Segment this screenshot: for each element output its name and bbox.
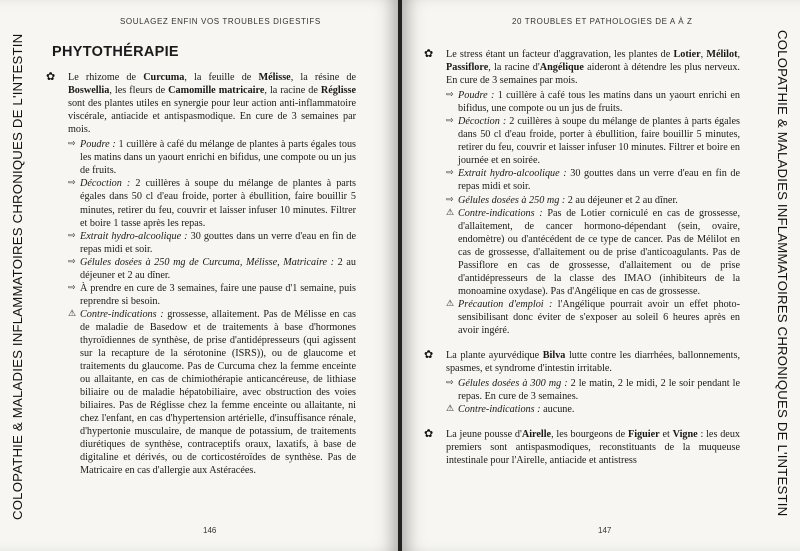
bilva-paragraph: ✿ La plante ayurvédique Bilva lutte contre les diarrhées, ballonnements, spasmes, et syndrome d'intestin irritable.: [424, 348, 740, 375]
list-item: ⇨ À prendre en cure de 3 semaines, faire une pause d'1 semaine, puis reprendre si besoin.: [68, 282, 356, 307]
running-head: 20 TROUBLES ET PATHOLOGIES DE A À Z: [512, 17, 693, 26]
flower-bullet-icon: ✿: [46, 70, 56, 84]
list-item: ⚠ Contre-indications : aucune.: [446, 404, 575, 416]
list-item: ⚠ Contre-indications : Pas de Lotier corniculé en cas de grossesse, d'allaitement, de cancer hormono-dépendant (sein, ovaire, endomètre) ou d'antécédent de ce type de cancer. Pas de Mélilot en cas de grossesse, d'allaitement ou de prise d'anticoagulants. Pas de Passiflore en cas de grossesse, d'allaitement ou de prise d'antidépresseurs de la classe des IMAO (inhibiteurs de la monoamine oxydase). Pas d'Angélique en cas de grossesse.: [446, 207, 740, 297]
arrow-right-icon: ⇨: [68, 178, 76, 189]
arrow-right-icon: ⇨: [68, 256, 76, 267]
arrow-right-icon: ⇨: [68, 282, 76, 293]
flower-bullet-icon: ✿: [424, 427, 434, 441]
list-item: ⇨ Gélules dosées à 250 mg de Curcuma, Mélisse, Matricaire : 2 au déjeuner et 2 au dîner.: [68, 256, 356, 281]
left-page: [0, 0, 398, 551]
list-item: ⇨ Poudre : 1 cuillère à café du mélange de plantes à parts égales tous les matins dans un yaourt enrichi en bifidus, une compote ou un jus de fruits.: [68, 139, 356, 177]
list-item: ⚠ Contre-indications : grossesse, allaitement. Pas de Mélisse en cas de maladie de Basedow et de traitements à base d'hormones thyroïdiennes de synthèse, de prise d'antidépresseurs (qui agissent sur la recapture de la sérotonine (ISRS)), ou de glaucome et traitements du glaucome. Pas de Curcuma chez la femme enceinte ou allaitante, en cas de chimiothérapie anticancéreuse, de lithiase biliaire ou de maladie hépatobiliaire, avec obstruction des voies biliaires. Pas de Réglisse chez la femme enceinte ou allaitante, ni chez l'enfant, en cas d'hypertension artérielle, d'insuffisance rénale, d'hypertonie musculaire, de manque de potassium, de traitements diurétiques de synthèse, contraceptifs oraux, laxatifs, à base de digitaline et dérivés, ou de corticostéroïdes de synthèse. Pas de Matricaire en cas d'allergie aux Astéracées.: [68, 308, 356, 477]
flower-bullet-icon: ✿: [424, 47, 434, 60]
page-content: [46, 44, 356, 478]
arrow-right-icon: ⇨: [68, 230, 76, 241]
page-content: [424, 47, 741, 469]
arrow-right-icon: ⇨: [446, 378, 454, 389]
page-number: 146: [203, 526, 217, 535]
list-item: ⇨ Extrait hydro-alcoolique : 30 gouttes dans un verre d'eau en fin de repas midi et soir.: [68, 230, 356, 255]
side-title: COLOPATHIE & MALADIES INFLAMMATOIRES CHRONIQUES DE L'INTESTIN: [10, 33, 25, 520]
flower-bullet-icon: ✿: [424, 348, 434, 362]
list-item: ⚠ Précaution d'emploi : l'Angélique pourrait avoir un effet photo-sensibilisant donc éviter de s'exposer au soleil 6 heures après en avoir ingéré.: [446, 298, 740, 336]
right-page: [402, 0, 800, 551]
list-item: ⇨ Gélules dosées à 300 mg : 2 le matin, 2 le midi, 2 le soir pendant le repas. En cure de 3 semaines.: [446, 378, 740, 403]
warning-icon: ⚠: [68, 308, 77, 319]
page-number: 147: [598, 526, 612, 535]
arrow-right-icon: ⇨: [446, 194, 454, 205]
list-item: ⇨ Décoction : 2 cuillères à soupe du mélange de plantes à parts égales dans 50 cl d'eau froide, porter à ébullition, faire bouillir 5 minutes, retirer du feu, couvrir et laisser infuser 10 minutes. Filtrer et boire 1 tasse après les repas.: [68, 178, 356, 229]
arrow-right-icon: ⇨: [446, 116, 454, 127]
intro-paragraph: ✿ Le rhizome de Curcuma, la feuille de Mélisse, la résine de Boswellia, les fleurs de Camomille matricaire, la racine de Réglisse sont des plantes utiles en synergie pour leur action anti-inflammatoire viscérale, antiacide et antispasmodique. En cure de 3 semaines par mois.: [46, 70, 356, 136]
airelle-paragraph: ✿ La jeune pousse d'Airelle, les bourgeons de Figuier et Vigne : les deux premiers sont antispasmodiques, reconstituants de la muqueuse intestinale pour l'Airelle, antiacide et antistress: [424, 427, 741, 467]
warning-icon: ⚠: [446, 404, 455, 415]
arrow-right-icon: ⇨: [446, 90, 454, 101]
warning-icon: ⚠: [446, 298, 455, 309]
list-item: ⇨ Décoction : 2 cuillères à soupe du mélange de plantes à parts égales dans 50 cl d'eau froide, porter à ébullition, faire bouillir 5 minutes, retirer du feu, couvrir et laisser infuser 10 minutes. Filtrer et boire en journée et en soirée.: [446, 116, 740, 167]
warning-icon: ⚠: [446, 207, 455, 218]
running-head: SOULAGEZ ENFIN VOS TROUBLES DIGESTIFS: [120, 17, 321, 26]
list-item: ⇨ Poudre : 1 cuillère à café tous les matins dans un yaourt enrichi en bifidus, une compote ou un jus de fruits.: [446, 90, 740, 115]
side-title: COLOPATHIE & MALADIES INFLAMMATOIRES CHRONIQUES DE L'INTESTIN: [775, 30, 790, 517]
list-item: ⇨ Extrait hydro-alcoolique : 30 gouttes dans un verre d'eau en fin de repas midi et soir.: [446, 168, 740, 193]
arrow-right-icon: ⇨: [68, 139, 76, 150]
arrow-right-icon: ⇨: [446, 168, 454, 179]
section-heading: PHYTOTHÉRAPIE: [52, 44, 179, 60]
list-item: ⇨ Gélules dosées à 250 mg : 2 au déjeuner et 2 au dîner.: [446, 194, 678, 206]
stress-paragraph: ✿ Le stress étant un facteur d'aggravation, les plantes de Lotier, Mélilot, Passiflore, la racine d'Angélique aideront à détendre les plus nerveux. En cure de 3 semaines par mois.: [424, 47, 741, 87]
